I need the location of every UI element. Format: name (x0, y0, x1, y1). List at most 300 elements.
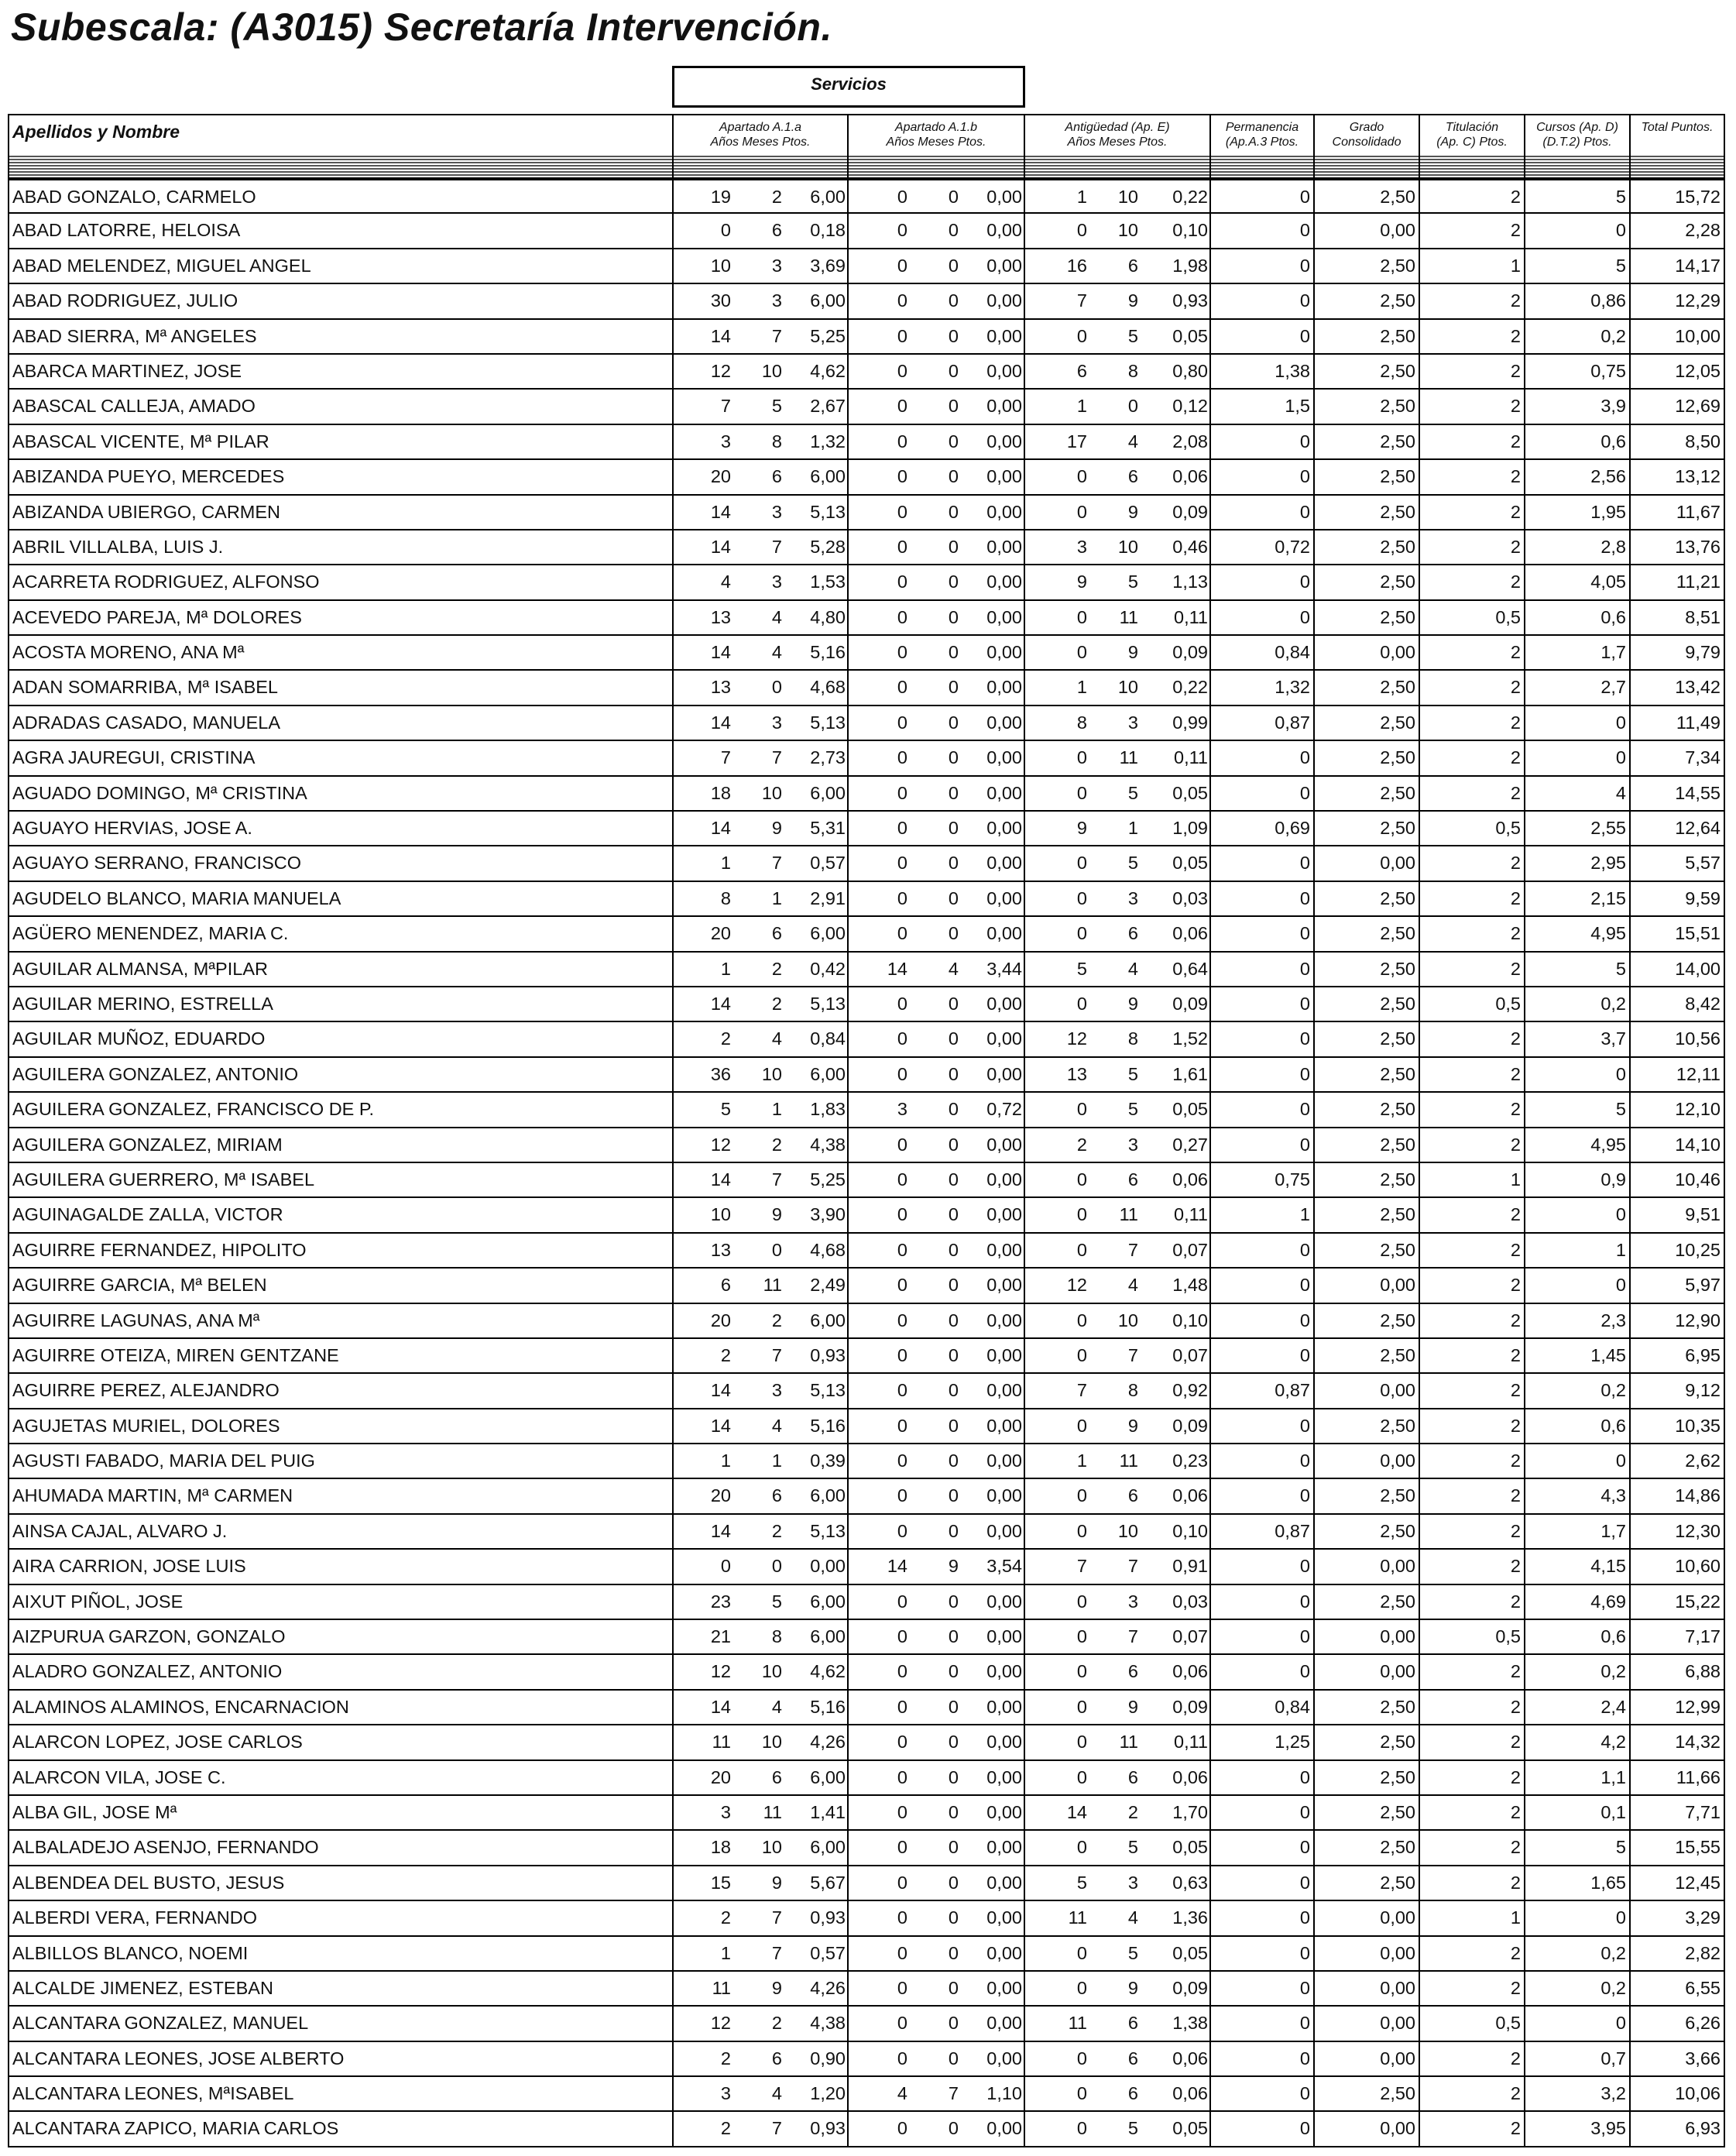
table-row (8, 2042, 1725, 2077)
cell-a1a-ptos: 5,31 (810, 818, 846, 839)
cell-permanencia: 0 (1211, 1866, 1315, 1900)
cell-a1a-anos: 14 (710, 1415, 731, 1436)
cell-a1b-meses: 0 (948, 1837, 959, 1858)
cell-a1a-meses: 0 (771, 677, 782, 698)
header-cursos-line1: Cursos (Ap. D) (1536, 121, 1618, 134)
cell-a1a-ptos: 6,00 (810, 1310, 846, 1330)
cell-permanencia: 0,84 (1211, 1691, 1315, 1724)
cell-antiguedad (1025, 2112, 1211, 2145)
cell-permanencia: 0 (1211, 565, 1315, 599)
table-row (8, 2007, 1725, 2041)
cell-a1b-meses: 0 (948, 1275, 959, 1296)
cell-titulacion: 2 (1420, 706, 1525, 740)
cell-titulacion: 2 (1420, 1022, 1525, 1056)
cell-grado: 2,50 (1315, 601, 1420, 634)
cell-permanencia: 0 (1211, 1831, 1315, 1864)
cell-name: AGUJETAS MURIEL, DOLORES (9, 1409, 674, 1443)
cell-antiguedad-anos: 11 (1068, 2013, 1087, 2034)
cell-a1b-anos: 0 (897, 782, 907, 803)
cell-grado: 2,50 (1315, 882, 1420, 915)
cell-a1a-ptos: 4,68 (810, 677, 846, 698)
cell-cursos: 0 (1525, 2007, 1631, 2040)
cell-titulacion: 2 (1420, 425, 1525, 458)
cell-antiguedad (1025, 530, 1211, 564)
cell-a1a-ptos: 4,26 (810, 1977, 846, 1998)
cell-antiguedad-anos: 9 (1076, 572, 1087, 592)
cell-a1a-ptos: 6,00 (810, 1485, 846, 1506)
table-row (8, 1691, 1725, 1725)
cell-a1b-ptos: 0,00 (986, 1591, 1022, 1612)
cell-a1a-anos: 0 (720, 1556, 731, 1577)
cell-titulacion: 2 (1420, 180, 1525, 212)
cell-a1a-anos: 2 (720, 1907, 731, 1928)
cell-cursos: 0,9 (1525, 1163, 1631, 1196)
cell-antiguedad (1025, 1550, 1211, 1583)
cell-antiguedad-meses: 0 (1127, 396, 1138, 417)
cell-name: AGUILERA GONZALEZ, FRANCISCO DE P. (9, 1093, 674, 1126)
cell-cursos: 5 (1525, 1831, 1631, 1864)
cell-total: 9,51 (1685, 1204, 1721, 1225)
table-header (8, 114, 1725, 156)
cell-antiguedad-ptos: 1,98 (1172, 255, 1208, 276)
cell-a1b (849, 1234, 1025, 1267)
cell-a1a-anos: 2 (720, 2118, 731, 2139)
cell-a1b-anos: 0 (897, 1942, 907, 1963)
cell-a1a-meses: 3 (771, 712, 782, 733)
cell-a1b-ptos: 3,54 (986, 1556, 1022, 1577)
cell-a1a (674, 1304, 849, 1337)
cell-antiguedad-anos: 0 (1076, 606, 1087, 627)
cell-antiguedad-meses: 11 (1119, 606, 1138, 627)
cell-a1a-anos: 14 (710, 325, 731, 346)
cell-a1b-ptos: 0,00 (986, 677, 1022, 698)
cell-permanencia: 0,84 (1211, 636, 1315, 669)
cell-a1a-anos: 1 (720, 958, 731, 979)
cell-cursos: 2,15 (1525, 882, 1631, 915)
cell-cursos: 1,65 (1525, 1866, 1631, 1900)
cell-a1a-anos: 20 (710, 923, 731, 944)
cell-permanencia: 0 (1211, 1620, 1315, 1653)
cell-name: ABASCAL VICENTE, Mª PILAR (9, 425, 674, 458)
cell-a1a-anos: 14 (710, 818, 731, 839)
cell-antiguedad (1025, 1339, 1211, 1372)
cell-antiguedad-meses: 9 (1127, 642, 1138, 663)
cell-a1b-meses: 0 (948, 782, 959, 803)
cell-antiguedad-anos: 14 (1066, 1801, 1087, 1822)
cell-a1a-anos: 20 (710, 1310, 731, 1330)
cell-a1b-anos: 0 (897, 1732, 907, 1753)
cell-a1b (849, 2007, 1025, 2040)
cell-a1b (849, 1198, 1025, 1231)
cell-total: 10,60 (1675, 1556, 1721, 1577)
cell-a1a-meses: 11 (763, 1801, 782, 1822)
cell-a1a-meses: 7 (771, 747, 782, 768)
cell-a1a-ptos: 6,00 (810, 923, 846, 944)
cell-grado: 0,00 (1315, 1655, 1420, 1688)
cell-name: AGUAYO SERRANO, FRANCISCO (9, 846, 674, 880)
cell-antiguedad-meses: 5 (1127, 572, 1138, 592)
cell-a1b (849, 1304, 1025, 1337)
cell-a1a (674, 1269, 849, 1302)
cell-a1a-ptos: 1,41 (810, 1801, 846, 1822)
cell-a1a-anos: 14 (710, 1520, 731, 1541)
cell-antiguedad-ptos: 0,11 (1174, 1732, 1208, 1753)
cell-a1a-meses: 9 (771, 1872, 782, 1893)
cell-total: 12,45 (1675, 1872, 1721, 1893)
cell-a1b (849, 636, 1025, 669)
cell-antiguedad-anos: 0 (1076, 1310, 1087, 1330)
cell-antiguedad-meses: 7 (1127, 1556, 1138, 1577)
cell-antiguedad-ptos: 2,08 (1172, 431, 1208, 451)
cell-antiguedad-meses: 11 (1119, 747, 1138, 768)
cell-titulacion: 2 (1420, 390, 1525, 423)
cell-a1a-anos: 36 (710, 1063, 731, 1084)
cell-a1b (849, 1937, 1025, 1970)
cell-a1b-ptos: 0,00 (986, 466, 1022, 487)
cell-name: ABAD SIERRA, Mª ANGELES (9, 320, 674, 353)
cell-a1b-meses: 0 (948, 677, 959, 698)
cell-a1b (849, 1901, 1025, 1935)
cell-permanencia: 0 (1211, 1128, 1315, 1162)
cell-antiguedad (1025, 1655, 1211, 1688)
cell-a1b-meses: 0 (948, 642, 959, 663)
cell-cursos: 5 (1525, 249, 1631, 283)
cell-a1a-ptos: 5,13 (810, 712, 846, 733)
cell-a1b-anos: 0 (897, 1661, 907, 1682)
cell-permanencia: 0 (1211, 601, 1315, 634)
cell-a1b-meses: 0 (948, 1766, 959, 1787)
cell-a1b-anos: 0 (897, 255, 907, 276)
cell-antiguedad-ptos: 1,48 (1172, 1275, 1208, 1296)
cell-a1a-ptos: 0,00 (810, 1556, 846, 1577)
cell-a1b-ptos: 0,00 (986, 1028, 1022, 1049)
cell-a1a (674, 496, 849, 529)
table-row (8, 1093, 1725, 1128)
table-row (8, 987, 1725, 1022)
cell-cursos: 5 (1525, 953, 1631, 986)
cell-a1a-meses: 6 (771, 2048, 782, 2068)
cell-total: 10,00 (1675, 325, 1721, 346)
cell-a1a-anos: 13 (710, 677, 731, 698)
table-row (8, 706, 1725, 741)
cell-cursos: 0,86 (1525, 284, 1631, 318)
cell-antiguedad-meses: 6 (1127, 2013, 1138, 2034)
cell-titulacion: 2 (1420, 284, 1525, 318)
cell-grado: 2,50 (1315, 1866, 1420, 1900)
table-row (8, 1128, 1725, 1163)
cell-a1a (674, 601, 849, 634)
cell-permanencia: 0 (1211, 1796, 1315, 1829)
cell-a1b-meses: 0 (948, 923, 959, 944)
table-row (8, 812, 1725, 846)
table-row (8, 1374, 1725, 1409)
cell-antiguedad-anos: 7 (1076, 1556, 1087, 1577)
cell-permanencia: 0 (1211, 1058, 1315, 1091)
cell-antiguedad-ptos: 0,46 (1172, 536, 1208, 557)
cell-a1a-meses: 4 (771, 1415, 782, 1436)
cell-a1a-meses: 11 (763, 1275, 782, 1296)
cell-grado: 0,00 (1315, 1937, 1420, 1970)
header-cursos (1525, 115, 1631, 157)
cell-permanencia: 0 (1211, 496, 1315, 529)
cell-a1b (849, 1691, 1025, 1724)
cell-a1a (674, 1796, 849, 1829)
cell-antiguedad (1025, 390, 1211, 423)
cell-antiguedad-anos: 7 (1076, 1380, 1087, 1401)
cell-antiguedad-ptos: 0,99 (1172, 712, 1208, 733)
cell-cursos: 4,15 (1525, 1550, 1631, 1583)
cell-a1a (674, 320, 849, 353)
cell-a1b-ptos: 0,00 (986, 2048, 1022, 2068)
cell-a1a-anos: 14 (710, 1169, 731, 1190)
cell-name: ALBERDI VERA, FERNANDO (9, 1901, 674, 1935)
cell-a1b-meses: 0 (948, 396, 959, 417)
cell-total: 14,55 (1675, 782, 1721, 803)
cell-titulacion: 2 (1420, 1866, 1525, 1900)
cell-titulacion: 2 (1420, 1725, 1525, 1759)
cell-titulacion: 2 (1420, 1655, 1525, 1688)
cell-total: 13,42 (1675, 677, 1721, 698)
cell-a1b-anos: 0 (897, 2013, 907, 2034)
cell-a1b-ptos: 1,10 (986, 2083, 1022, 2104)
cell-a1b (849, 214, 1025, 247)
cell-grado: 2,50 (1315, 460, 1420, 493)
cell-a1a (674, 953, 849, 986)
cell-a1b-meses: 0 (948, 1134, 959, 1155)
cell-a1a-ptos: 6,00 (810, 1766, 846, 1787)
cell-a1b-anos: 14 (887, 1556, 907, 1577)
cell-a1a-ptos: 3,69 (810, 255, 846, 276)
table-row (8, 953, 1725, 987)
cell-antiguedad-ptos: 0,07 (1172, 1239, 1208, 1260)
cell-grado: 2,50 (1315, 284, 1420, 318)
cell-grado: 2,50 (1315, 425, 1420, 458)
cell-name: AIRA CARRION, JOSE LUIS (9, 1550, 674, 1583)
table-row (8, 1409, 1725, 1444)
cell-a1a-ptos: 0,93 (810, 1344, 846, 1365)
cell-a1b (849, 671, 1025, 704)
cell-total: 8,42 (1685, 993, 1721, 1014)
cell-a1a-meses: 7 (771, 1942, 782, 1963)
cell-a1a-ptos: 2,67 (810, 396, 846, 417)
cell-a1a-ptos: 6,00 (810, 1626, 846, 1647)
cell-antiguedad (1025, 671, 1211, 704)
cell-total: 12,10 (1675, 1099, 1721, 1120)
cell-antiguedad-anos: 0 (1076, 887, 1087, 908)
cell-a1a-ptos: 2,73 (810, 747, 846, 768)
cell-name: ALCANTARA LEONES, JOSE ALBERTO (9, 2042, 674, 2075)
cell-total: 12,05 (1675, 360, 1721, 381)
cell-a1a-meses: 2 (771, 1310, 782, 1330)
cell-antiguedad-ptos: 0,10 (1172, 1310, 1208, 1330)
table-row (8, 1198, 1725, 1233)
cell-grado: 2,50 (1315, 1479, 1420, 1512)
cell-antiguedad-anos: 0 (1076, 1415, 1087, 1436)
cell-a1b-anos: 0 (897, 1977, 907, 1998)
cell-a1a-ptos: 0,18 (810, 220, 846, 241)
table-row (8, 214, 1725, 249)
cell-a1b-anos: 0 (897, 1450, 907, 1471)
cell-a1a (674, 636, 849, 669)
cell-titulacion: 2 (1420, 1550, 1525, 1583)
cell-a1b (849, 1444, 1025, 1478)
cell-a1a-anos: 3 (720, 2083, 731, 2104)
cell-titulacion: 2 (1420, 1585, 1525, 1619)
cell-total: 15,51 (1675, 923, 1721, 944)
cell-titulacion: 2 (1420, 1269, 1525, 1302)
cell-titulacion: 0,5 (1420, 2007, 1525, 2040)
cell-a1b-ptos: 0,00 (986, 782, 1022, 803)
cell-grado: 0,00 (1315, 1901, 1420, 1935)
cell-titulacion: 2 (1420, 2042, 1525, 2075)
cell-permanencia: 0 (1211, 882, 1315, 915)
cell-a1b-anos: 0 (897, 1380, 907, 1401)
cell-antiguedad (1025, 882, 1211, 915)
cell-antiguedad (1025, 1374, 1211, 1407)
servicios-header: Servicios (672, 66, 1025, 108)
cell-a1a-ptos: 0,57 (810, 1942, 846, 1963)
cell-cursos: 0 (1525, 706, 1631, 740)
cell-antiguedad (1025, 2007, 1211, 2040)
cell-antiguedad-meses: 5 (1127, 782, 1138, 803)
cell-a1b (849, 1655, 1025, 1688)
cell-a1a-ptos: 4,26 (810, 1732, 846, 1753)
cell-cursos: 0,2 (1525, 1374, 1631, 1407)
table-row (8, 496, 1725, 530)
cell-antiguedad-ptos: 0,63 (1172, 1872, 1208, 1893)
cell-a1a (674, 1831, 849, 1864)
table-row (8, 425, 1725, 460)
cell-a1a-ptos: 3,90 (810, 1204, 846, 1225)
cell-cursos: 0,6 (1525, 425, 1631, 458)
cell-a1a-meses: 1 (771, 1099, 782, 1120)
cell-permanencia: 0 (1211, 1304, 1315, 1337)
cell-name: ALBA GIL, JOSE Mª (9, 1796, 674, 1829)
cell-a1a (674, 180, 849, 212)
cell-a1b (849, 530, 1025, 564)
cell-cursos: 0,6 (1525, 1409, 1631, 1443)
cell-a1a-anos: 13 (710, 606, 731, 627)
cell-permanencia: 0,69 (1211, 812, 1315, 845)
cell-name: ALARCON LOPEZ, JOSE CARLOS (9, 1725, 674, 1759)
cell-a1a-anos: 2 (720, 1344, 731, 1365)
cell-a1b-ptos: 0,00 (986, 1732, 1022, 1753)
cell-a1a-meses: 4 (771, 606, 782, 627)
cell-a1b-ptos: 0,00 (986, 1485, 1022, 1506)
cell-permanencia: 0 (1211, 741, 1315, 774)
cell-a1b-ptos: 0,00 (986, 1977, 1022, 1998)
cell-titulacion: 2 (1420, 214, 1525, 247)
cell-a1a-ptos: 1,83 (810, 1099, 846, 1120)
cell-antiguedad (1025, 1163, 1211, 1196)
cell-grado: 2,50 (1315, 987, 1420, 1021)
table-row (8, 1058, 1725, 1093)
table-row (8, 565, 1725, 600)
cell-antiguedad-ptos: 0,03 (1172, 887, 1208, 908)
table-row (8, 1339, 1725, 1374)
cell-a1a-ptos: 0,93 (810, 1907, 846, 1928)
header-permanencia (1211, 115, 1315, 157)
cell-total: 12,29 (1675, 290, 1721, 311)
cell-a1a-meses: 6 (771, 1766, 782, 1787)
header-a1a-line1: Apartado A.1.a (719, 121, 802, 134)
cell-a1b-anos: 3 (897, 1099, 907, 1120)
cell-permanencia: 1,32 (1211, 671, 1315, 704)
cell-total: 12,69 (1675, 396, 1721, 417)
cell-a1a-ptos: 6,00 (810, 1063, 846, 1084)
cell-a1b (849, 1550, 1025, 1583)
cell-antiguedad-anos: 0 (1076, 501, 1087, 522)
cell-a1b (849, 1515, 1025, 1548)
cell-titulacion: 1 (1420, 1901, 1525, 1935)
cell-antiguedad-meses: 9 (1127, 290, 1138, 311)
cell-permanencia: 0 (1211, 2112, 1315, 2145)
cell-a1b-anos: 0 (897, 1837, 907, 1858)
cell-antiguedad (1025, 953, 1211, 986)
cell-a1a-anos: 15 (710, 1872, 731, 1893)
cell-a1a (674, 2007, 849, 2040)
cell-cursos: 0 (1525, 1269, 1631, 1302)
cell-a1a-ptos: 5,28 (810, 536, 846, 557)
cell-a1b-anos: 0 (897, 677, 907, 698)
cell-a1a-ptos: 5,67 (810, 1872, 846, 1893)
cell-a1a-anos: 14 (710, 642, 731, 663)
cell-antiguedad (1025, 1022, 1211, 1056)
cell-a1a (674, 1339, 849, 1372)
cell-antiguedad-ptos: 0,11 (1174, 747, 1208, 768)
cell-name: ACARRETA RODRIGUEZ, ALFONSO (9, 565, 674, 599)
cell-permanencia: 0,72 (1211, 530, 1315, 564)
cell-a1b-meses: 0 (948, 1591, 959, 1612)
cell-antiguedad-meses: 8 (1127, 1028, 1138, 1049)
cell-a1b-anos: 0 (897, 1626, 907, 1647)
cell-name: ALCANTARA LEONES, MªISABEL (9, 2077, 674, 2110)
cell-a1b-ptos: 0,00 (986, 572, 1022, 592)
cell-antiguedad (1025, 917, 1211, 950)
cell-a1b (849, 2077, 1025, 2110)
cell-a1b-ptos: 0,00 (986, 1380, 1022, 1401)
cell-a1b-anos: 0 (897, 466, 907, 487)
cell-a1b-anos: 14 (887, 958, 907, 979)
header-permanencia-line2: (Ap.A.3 Ptos. (1225, 136, 1299, 149)
cell-antiguedad-ptos: 0,07 (1172, 1344, 1208, 1365)
cell-a1a (674, 917, 849, 950)
cell-antiguedad-anos: 0 (1076, 466, 1087, 487)
cell-name: AGUAYO HERVIAS, JOSE A. (9, 812, 674, 845)
cell-name: ABIZANDA UBIERGO, CARMEN (9, 496, 674, 529)
cell-a1a-ptos: 4,38 (810, 2013, 846, 2034)
cell-a1a-anos: 23 (710, 1591, 731, 1612)
cell-antiguedad-meses: 5 (1127, 1837, 1138, 1858)
cell-cursos: 2,56 (1525, 460, 1631, 493)
cell-total: 8,50 (1685, 431, 1721, 451)
cell-a1a (674, 1725, 849, 1759)
cell-a1b-meses: 0 (948, 1063, 959, 1084)
cell-cursos: 1,7 (1525, 636, 1631, 669)
header-antiguedad-line2: Años Meses Ptos. (1067, 136, 1168, 149)
cell-total: 6,55 (1685, 1977, 1721, 1998)
cell-titulacion: 2 (1420, 917, 1525, 950)
cell-grado: 2,50 (1315, 1234, 1420, 1267)
cell-titulacion: 2 (1420, 1374, 1525, 1407)
cell-a1b-meses: 0 (948, 1380, 959, 1401)
cell-a1a-anos: 2 (720, 1028, 731, 1049)
cell-antiguedad-meses: 1 (1127, 818, 1138, 839)
cell-a1a-ptos: 4,80 (810, 606, 846, 627)
cell-a1b-ptos: 0,00 (986, 1310, 1022, 1330)
cell-a1b-ptos: 0,00 (986, 325, 1022, 346)
cell-antiguedad (1025, 249, 1211, 283)
